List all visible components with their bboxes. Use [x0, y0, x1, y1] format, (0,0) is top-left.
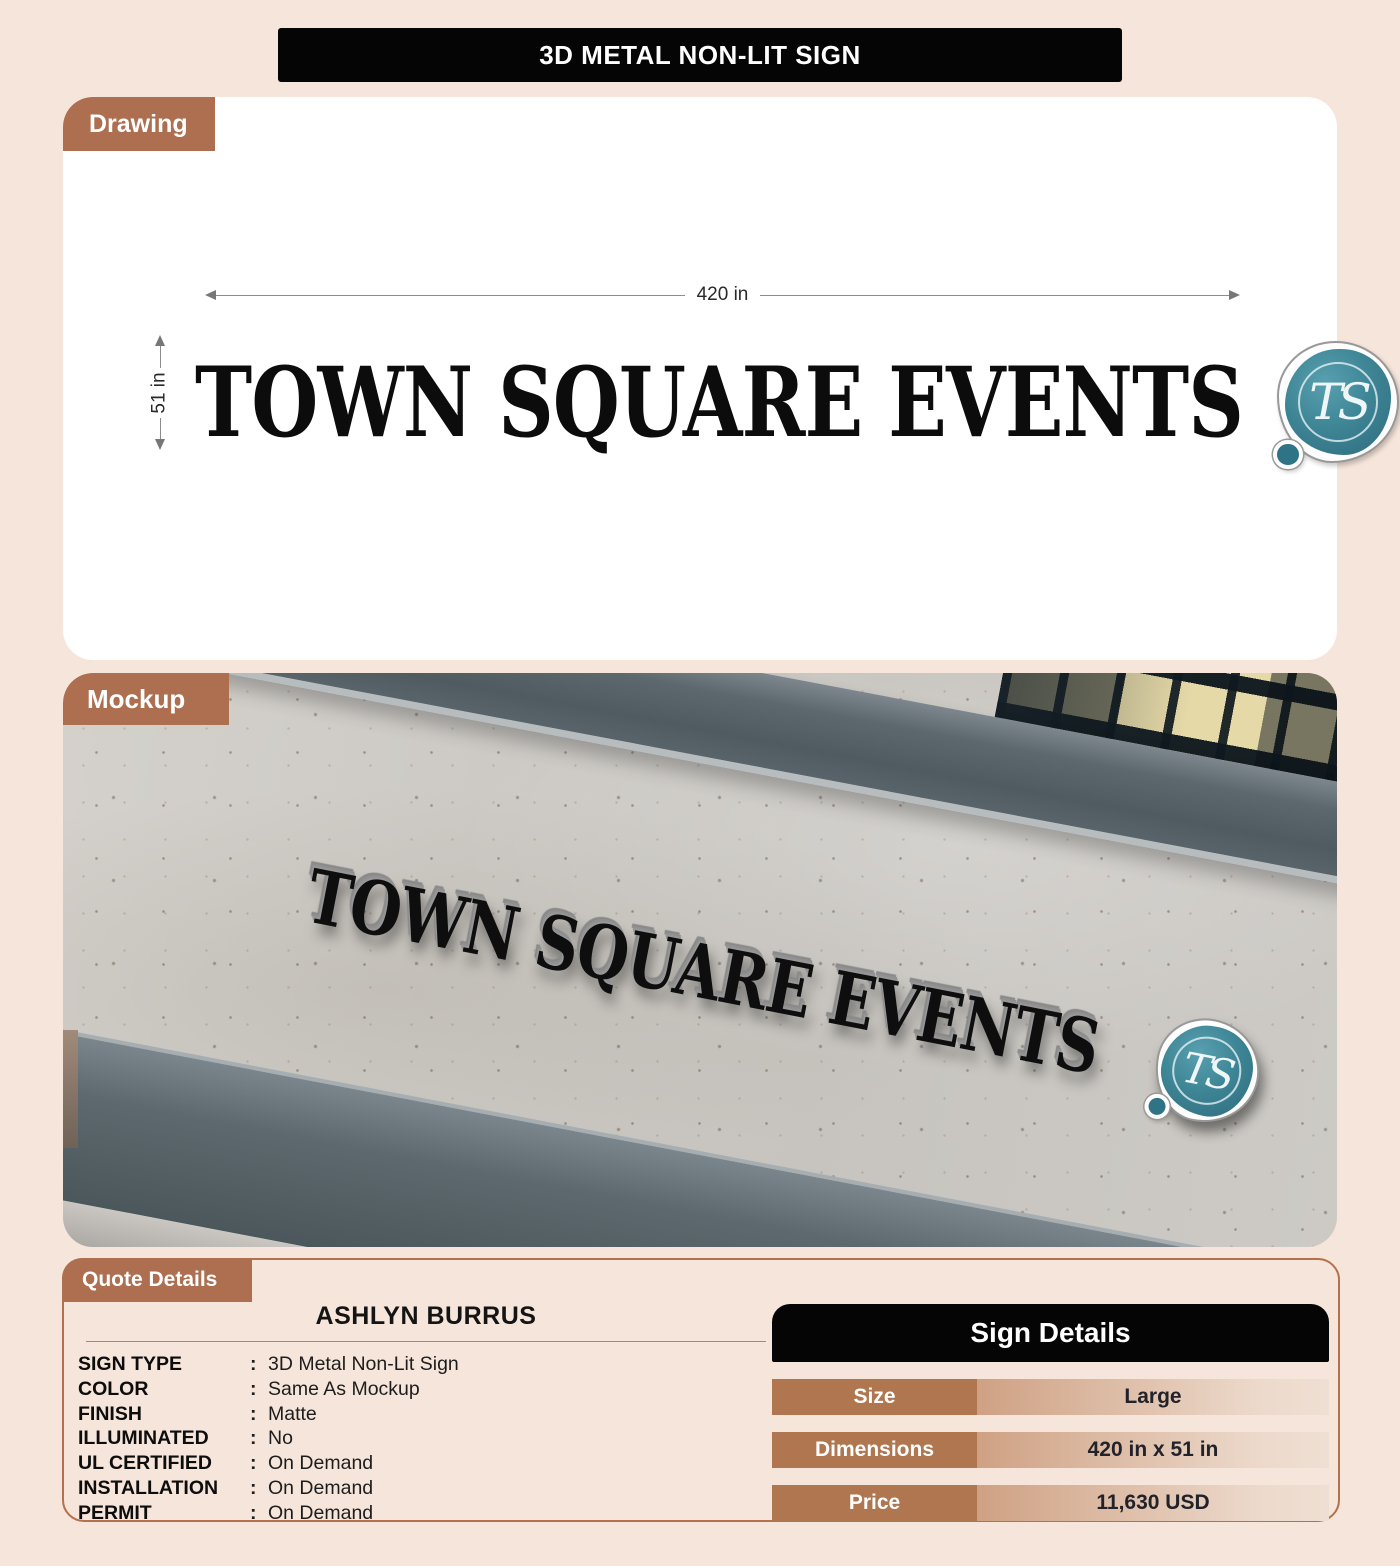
- seal-drip-dot: [1273, 440, 1302, 469]
- field-separator: :: [250, 1501, 257, 1524]
- sign-details-title: Sign Details: [772, 1304, 1329, 1362]
- field-label: INSTALLATION: [78, 1476, 219, 1499]
- quote-field-row: [78, 1451, 774, 1476]
- width-dimension-label: 420 in: [696, 284, 749, 305]
- field-value: Matte: [268, 1402, 317, 1425]
- seal-monogram: TS: [1178, 1042, 1236, 1100]
- field-value: Same As Mockup: [268, 1377, 420, 1400]
- field-separator: :: [250, 1377, 257, 1400]
- field-value: On Demand: [268, 1501, 374, 1524]
- page-title: 3D METAL NON-LIT SIGN: [278, 28, 1122, 82]
- field-separator: :: [250, 1452, 257, 1475]
- row-value: 11,630 USD: [977, 1485, 1329, 1521]
- field-value: On Demand: [268, 1476, 374, 1499]
- table-row: [772, 1379, 1329, 1415]
- field-value: On Demand: [268, 1452, 374, 1475]
- width-dimension-line: [200, 285, 1245, 305]
- mockup-tab: Mockup: [63, 673, 229, 725]
- field-value: 3D Metal Non-Lit Sign: [268, 1353, 459, 1375]
- quote-details-tab: Quote Details: [62, 1258, 252, 1302]
- table-row: [772, 1432, 1329, 1468]
- field-separator: :: [250, 1476, 257, 1499]
- field-label: PERMIT: [78, 1501, 152, 1524]
- field-label: ILLUMINATED: [78, 1427, 209, 1450]
- field-separator: :: [250, 1402, 257, 1425]
- field-label: COLOR: [78, 1377, 149, 1400]
- quote-field-row: [78, 1476, 774, 1501]
- sign-details-table: [772, 1304, 1329, 1521]
- brand-seal-logo: [1146, 1010, 1268, 1132]
- row-label: Dimensions: [772, 1432, 977, 1468]
- arrow-left-icon: [200, 290, 216, 300]
- customer-name: ASHLYN BURRUS: [315, 1302, 537, 1330]
- brand-seal-logo: [1277, 341, 1399, 463]
- quote-field-row: [78, 1377, 774, 1402]
- quote-field-row: [78, 1352, 774, 1377]
- quote-field-row: [78, 1501, 774, 1526]
- field-label: UL CERTIFIED: [78, 1452, 212, 1475]
- quote-details-panel: [62, 1258, 1340, 1522]
- dimension-line: [160, 418, 161, 440]
- table-row: [772, 1485, 1329, 1521]
- field-value: No: [268, 1427, 293, 1450]
- field-separator: :: [250, 1427, 257, 1450]
- drawing-tab: Drawing: [63, 97, 215, 151]
- sign-artwork: [195, 341, 1399, 463]
- field-label: FINISH: [78, 1402, 142, 1425]
- row-value: Large: [977, 1379, 1329, 1415]
- height-dimension-label: 51 in: [149, 371, 171, 414]
- mockup-sign-text: TOWN SQUARE EVENTS: [299, 853, 1107, 1092]
- arrow-up-icon: [155, 330, 165, 346]
- dimension-line: [160, 346, 161, 368]
- row-label: Size: [772, 1379, 977, 1415]
- row-label: Price: [772, 1485, 977, 1521]
- mockup-panel: [63, 673, 1337, 1247]
- divider: [86, 1341, 766, 1342]
- sign-text: TOWN SQUARE EVENTS: [195, 345, 1243, 459]
- height-dimension-line: [140, 330, 180, 455]
- seal-monogram: TS: [1309, 373, 1367, 431]
- arrow-down-icon: [155, 439, 165, 455]
- drawing-panel: [63, 97, 1367, 660]
- quote-fields: [78, 1302, 774, 1526]
- row-value: 420 in x 51 in: [977, 1432, 1329, 1468]
- quote-field-row: [78, 1426, 774, 1451]
- dimension-line: [216, 295, 685, 296]
- left-trim-strip: [63, 1030, 78, 1148]
- dimension-line: [760, 295, 1229, 296]
- arrow-right-icon: [1229, 290, 1245, 300]
- quote-field-row: [78, 1402, 774, 1427]
- field-label: SIGN TYPE: [78, 1353, 183, 1375]
- field-separator: :: [250, 1353, 257, 1375]
